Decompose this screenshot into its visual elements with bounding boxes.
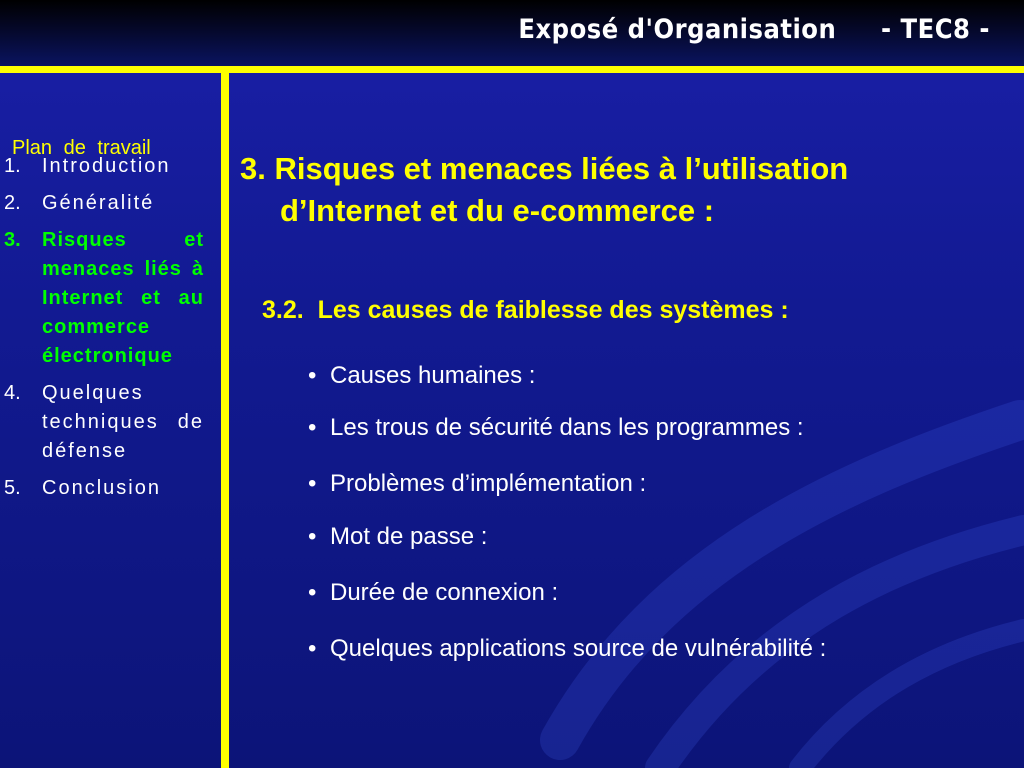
outline-item-label: Conclusion <box>42 477 161 499</box>
bullet-text: Problèmes d’implémentation : <box>330 470 647 497</box>
header-bar <box>0 0 1024 66</box>
outline-item-number: 3. <box>4 229 21 251</box>
slide-title-line1: 3. Risques et menaces liées à l’utilisation <box>240 151 849 186</box>
header-divider <box>0 66 1024 73</box>
bullet-item <box>308 579 558 607</box>
bullet-text: Durée de connexion : <box>330 579 559 606</box>
outline-item[interactable] <box>4 152 204 181</box>
outline-item-label: Introduction <box>42 155 171 177</box>
bullet-text: Quelques applications source de vulnérabilité : <box>330 635 827 662</box>
outline-item-number: 5. <box>4 477 21 499</box>
outline-item-number: 4. <box>4 382 21 404</box>
section-heading: 3.2. Les causes de faiblesse des systèmes : <box>262 296 789 324</box>
outline-item-label: Généralité <box>42 192 155 214</box>
outline-item-number: 2. <box>4 192 21 214</box>
outline-item-number: 1. <box>4 155 21 177</box>
bullet-item <box>308 362 535 390</box>
slide-title <box>240 148 1000 232</box>
outline-item[interactable] <box>4 474 204 503</box>
sidebar-title: Plan de travail <box>12 137 151 159</box>
bullet-dot-icon: • <box>308 414 317 441</box>
bullet-dot-icon: • <box>308 362 317 389</box>
bullet-item <box>308 523 487 551</box>
presentation-title: Exposé d'Organisation - TEC8 - <box>518 14 990 45</box>
bullet-dot-icon: • <box>308 579 317 606</box>
sidebar-divider <box>221 73 229 768</box>
bullet-dot-icon: • <box>308 470 317 497</box>
bullet-text: Les trous de sécurité dans les programmes : <box>330 414 804 441</box>
bullet-item <box>308 470 646 498</box>
outline-list <box>4 152 204 511</box>
bullet-text: Mot de passe : <box>330 523 488 550</box>
bullet-item <box>308 635 826 663</box>
slide-title-line2: d’Internet et du e-commerce : <box>280 193 715 228</box>
bullet-item <box>308 414 804 442</box>
bullet-dot-icon: • <box>308 523 317 550</box>
bullet-text: Causes humaines : <box>330 362 536 389</box>
outline-item-current[interactable] <box>4 226 204 371</box>
outline-item-label: Quelques techniques de défense <box>42 382 204 462</box>
outline-item[interactable] <box>4 189 204 218</box>
outline-item-label: Risques et menaces liés à Internet et au commerce électronique <box>42 229 204 367</box>
bullet-dot-icon: • <box>308 635 317 662</box>
outline-item[interactable] <box>4 379 204 466</box>
